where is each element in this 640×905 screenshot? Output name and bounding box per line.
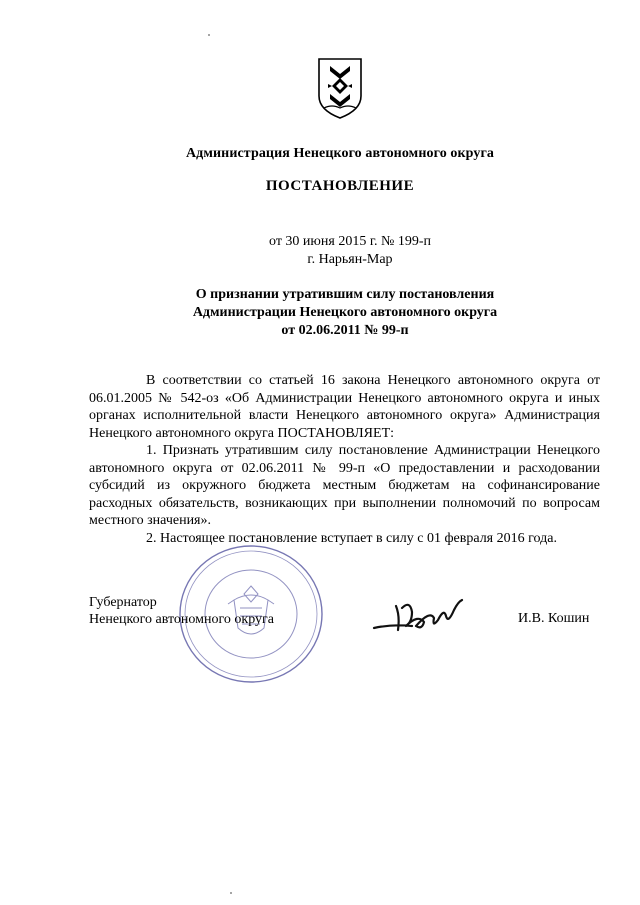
scan-speck bbox=[230, 892, 232, 894]
document-type: ПОСТАНОВЛЕНИЕ bbox=[265, 178, 415, 194]
document-date-number: от 30 июня 2015 г. № 199-п bbox=[269, 234, 431, 249]
signer-position-line: Ненецкого автономного округа bbox=[89, 612, 274, 627]
body-paragraph: 2. Настоящее постановление вступает в силу с 01 февраля 2016 года. bbox=[146, 530, 557, 546]
signer-position-line: Губернатор bbox=[89, 595, 157, 610]
subject-line: Администрации Ненецкого автономного округа bbox=[192, 305, 498, 320]
body-paragraph: В соответствии со статьей 16 закона Ненецкого автономного округа от 06.01.2005 № 542-оз «Об Администрации Ненецкого автономного округа и иных органах исполнительной власти Ненецкого автономного округа» Администрация Ненецкого автономного округа ПОСТАНОВЛЯЕТ: bbox=[89, 373, 600, 441]
scan-speck bbox=[208, 34, 210, 36]
signer-name: И.В. Кошин bbox=[518, 611, 590, 626]
handwritten-signature bbox=[372, 596, 468, 636]
document-city: г. Нарьян-Мар bbox=[307, 252, 393, 267]
signature-block bbox=[89, 594, 274, 628]
coat-of-arms-icon bbox=[316, 56, 364, 120]
subject-line: от 02.06.2011 № 99-п bbox=[281, 323, 409, 338]
organization-name: Администрация Ненецкого автономного округа bbox=[185, 146, 495, 161]
body-paragraph: 1. Признать утратившим силу постановление Администрации Ненецкого автономного округа от 02.06.2011 № 99-п «О предоставлении и расходовании субсидий из окружного бюджета местным бюджетам на софинансирование расходных обязательств, возникающих при выполнении полномочий по вопросам местного значения». bbox=[89, 443, 600, 528]
document-subject bbox=[0, 286, 640, 340]
subject-line: О признании утратившим силу постановления bbox=[195, 287, 495, 302]
document-body bbox=[89, 372, 600, 547]
